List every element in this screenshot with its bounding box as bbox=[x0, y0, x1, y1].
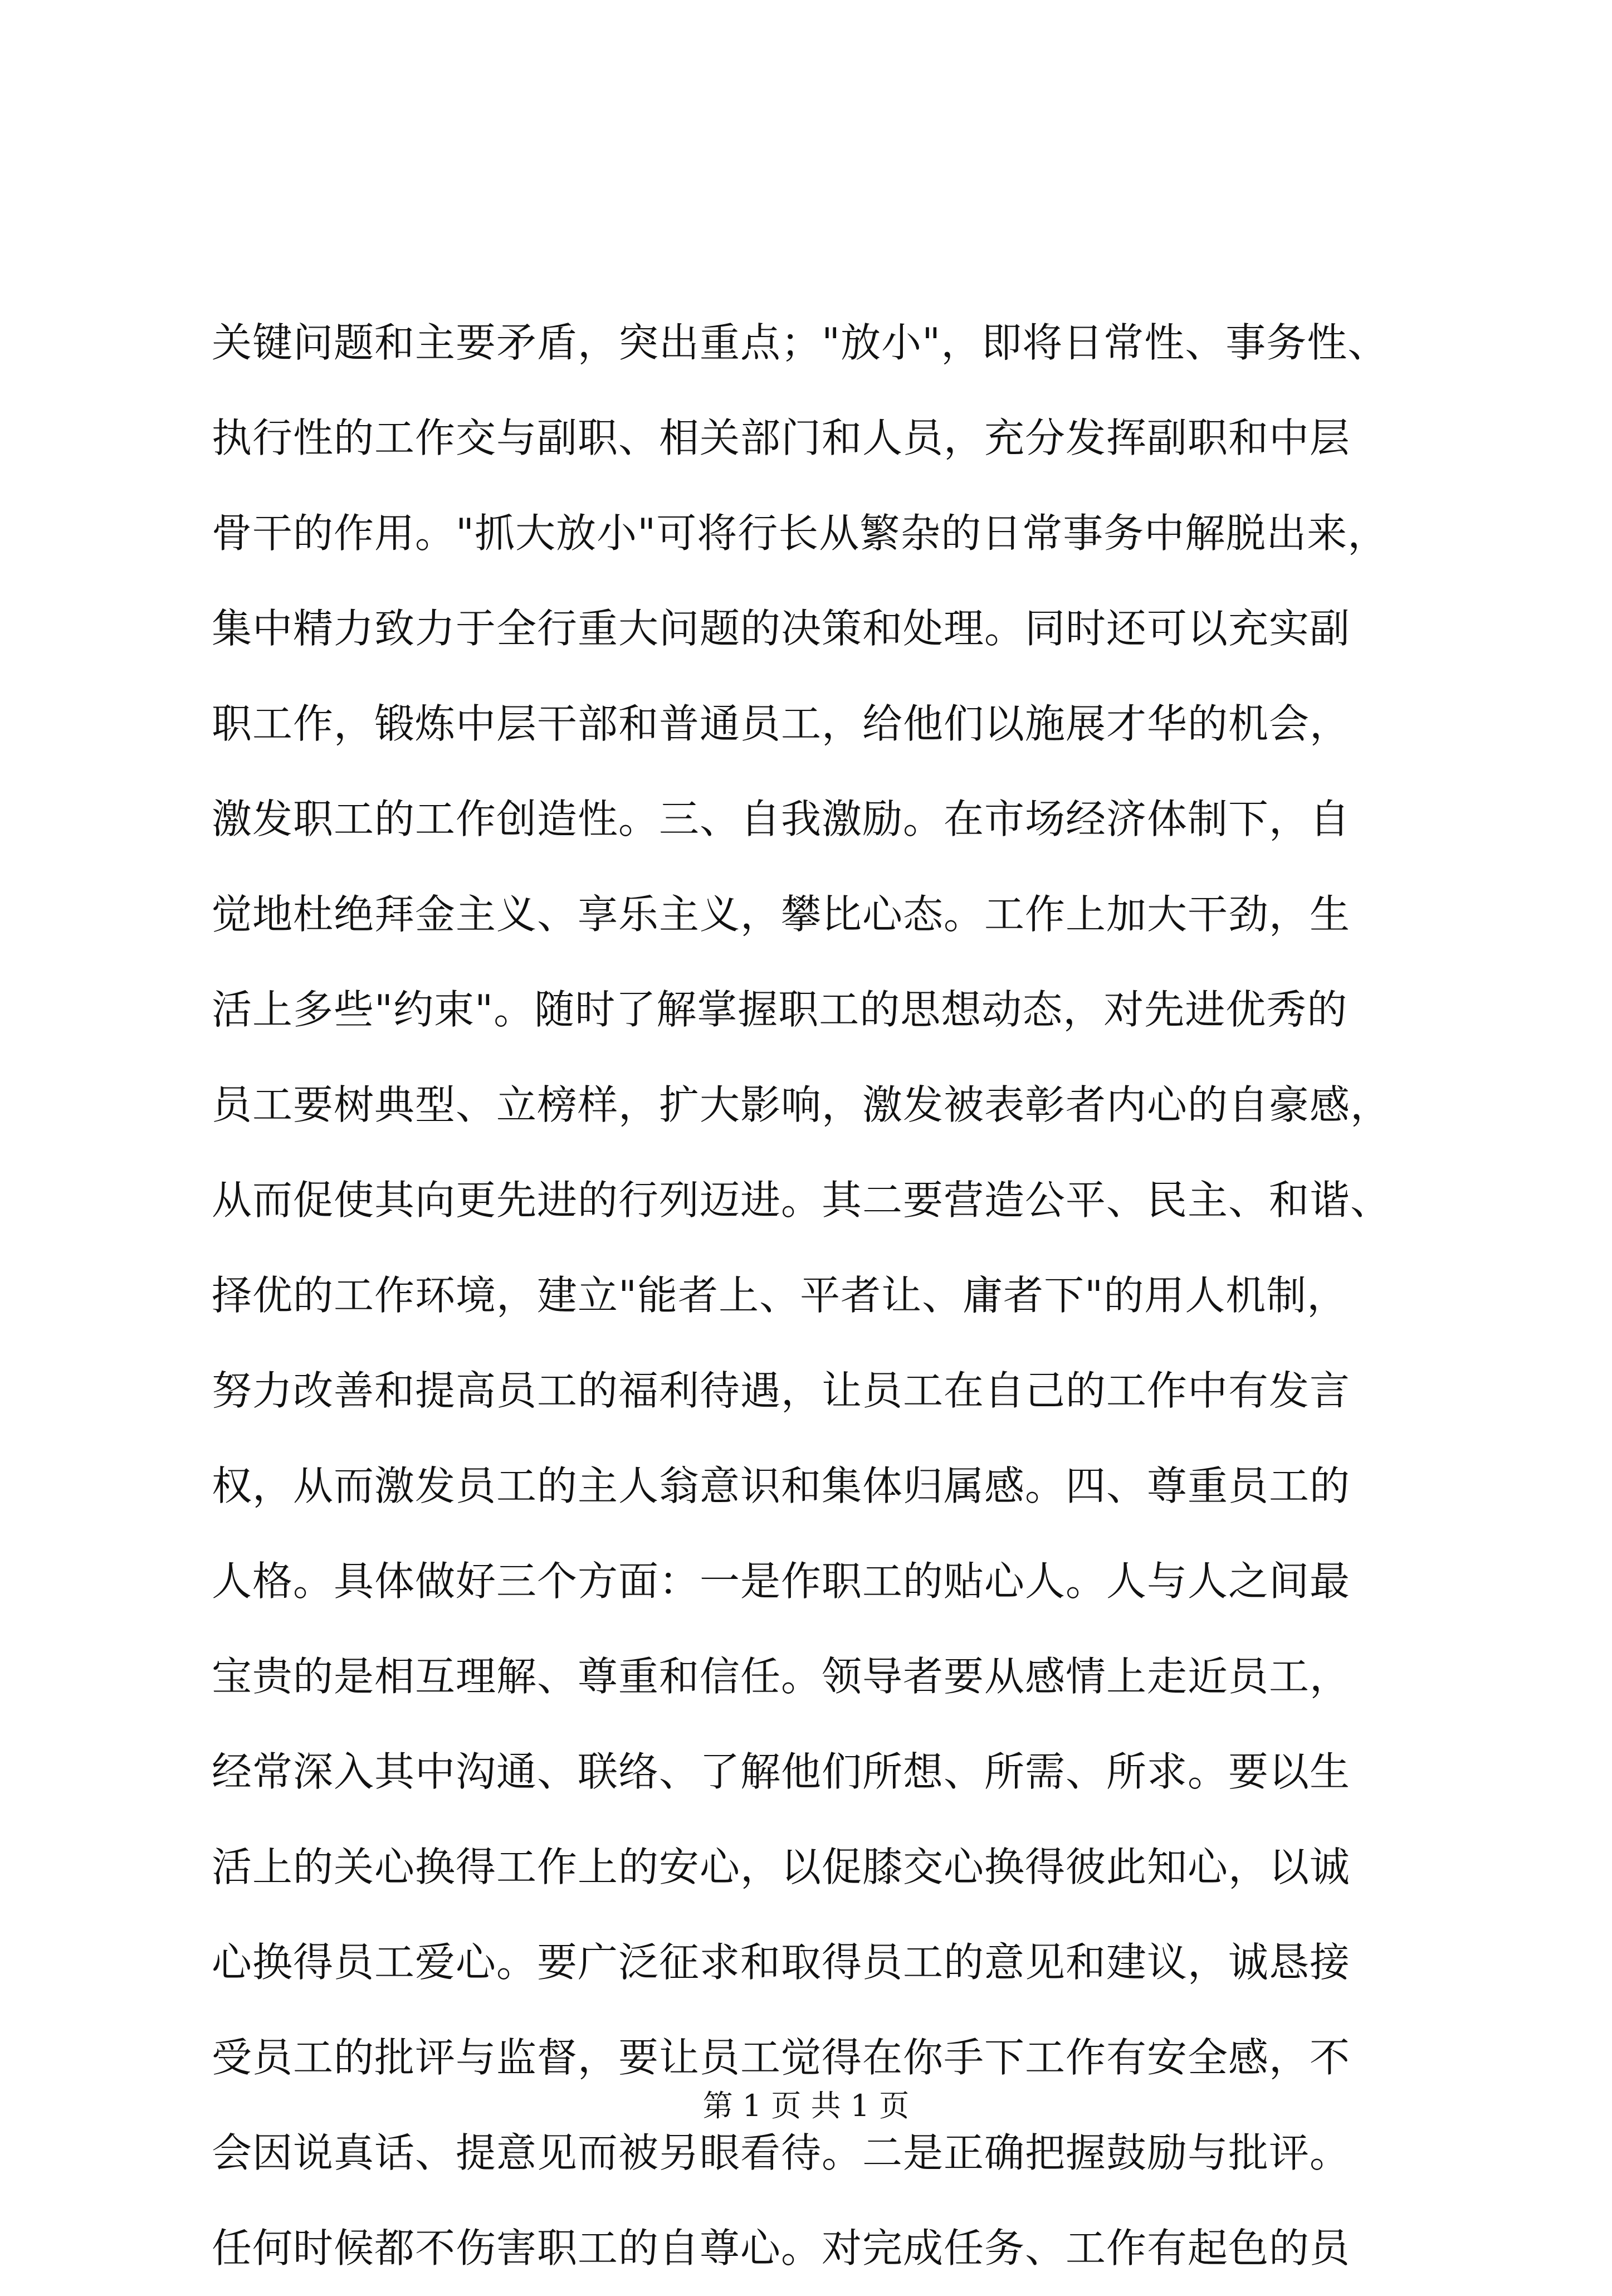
text-line: 活上的关心换得工作上的安心，以促膝交心换得彼此知心，以诚 bbox=[212, 1844, 1351, 1890]
text-line: 受员工的批评与监督，要让员工觉得在你手下工作有安全感，不 bbox=[212, 2034, 1351, 2081]
text-line: 活上多些"约束"。随时了解掌握职工的思想动态，对先进优秀的 bbox=[212, 986, 1348, 1033]
text-line: 择优的工作环境，建立"能者上、平者让、庸者下"的用人机制， bbox=[212, 1272, 1348, 1319]
text-line: 从而促使其向更先进的行列迈进。其二要营造公平、民主、和谐、 bbox=[212, 1177, 1391, 1223]
text-line: 员工要树典型、立榜样，扩大影响，激发被表彰者内心的自豪感， bbox=[212, 1081, 1391, 1128]
text-line: 心换得员工爱心。要广泛征求和取得员工的意见和建议，诚恳接 bbox=[212, 1939, 1351, 1986]
text-line: 经常深入其中沟通、联络、了解他们所想、所需、所求。要以生 bbox=[212, 1748, 1351, 1795]
text-line: 权，从而激发员工的主人翁意识和集体归属感。四、尊重员工的 bbox=[212, 1463, 1351, 1509]
text-line: 觉地杜绝拜金主义、享乐主义，攀比心态。工作上加大干劲，生 bbox=[212, 891, 1351, 938]
text-line: 宝贵的是相互理解、尊重和信任。领导者要从感情上走近员工， bbox=[212, 1653, 1351, 1700]
text-line: 会因说真话、提意见而被另眼看待。二是正确把握鼓励与批评。 bbox=[212, 2129, 1351, 2176]
text-line: 激发职工的工作创造性。三、自我激励。在市场经济体制下，自 bbox=[212, 796, 1351, 842]
text-line: 关键问题和主要矛盾，突出重点；"放小"，即将日常性、事务性、 bbox=[212, 319, 1389, 366]
text-line: 集中精力致力于全行重大问题的决策和处理。同时还可以充实副 bbox=[212, 605, 1351, 652]
text-line: 执行性的工作交与副职、相关部门和人员，充分发挥副职和中层 bbox=[212, 415, 1351, 461]
text-line: 骨干的作用。"抓大放小"可将行长从繁杂的日常事务中解脱出来， bbox=[212, 510, 1389, 557]
body-text bbox=[212, 295, 1471, 2296]
page-number-label: 第 1 页 共 1 页 bbox=[702, 2088, 910, 2123]
text-line: 任何时候都不伤害职工的自尊心。对完成任务、工作有起色的员 bbox=[212, 2225, 1351, 2271]
text-line: 努力改善和提高员工的福利待遇，让员工在自己的工作中有发言 bbox=[212, 1367, 1351, 1414]
text-line: 人格。具体做好三个方面：一是作职工的贴心人。人与人之间最 bbox=[212, 1558, 1351, 1605]
text-line: 职工作，锻炼中层干部和普通员工，给他们以施展才华的机会， bbox=[212, 700, 1351, 747]
page-footer bbox=[0, 2084, 1612, 2128]
